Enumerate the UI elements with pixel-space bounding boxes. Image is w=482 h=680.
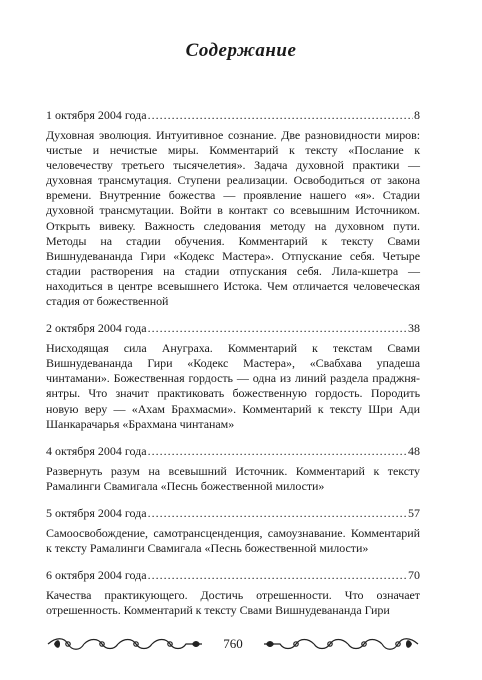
table-of-contents bbox=[46, 108, 420, 630]
toc-entry bbox=[46, 321, 420, 432]
toc-entry-date: 5 октября 2004 года bbox=[46, 505, 147, 520]
toc-entry-header[interactable] bbox=[46, 108, 420, 123]
dot-leader bbox=[148, 568, 407, 583]
toc-entry-description: Самоосвобождение, самотрансценденция, самоузнавание. Комментарий к тексту Рамалинги Свамигала «Песнь божественной милости» bbox=[46, 525, 420, 555]
toc-entry-description: Духовная эволюция. Интуитивное сознание. Две разновидности миров: чистые и нечистые миры. Комментарий к тексту «Послание к человечеству третьего тысячелетия». Задача духовной практики — духовная трансмутация. Ступени реализации. Освободиться от закона времени. Внутренние божества — проявление нашего «я». Стадии духовной трансмутации. Войти в контакт со всевышним Источником. Открыть вивеку. Важность следования методу на духовном пути. Методы на стадии обучения. Комментарий к тексту Свами Вишнудевананда Гири «Кодекс Мастера». Отпускание себя. Четыре стадии растворения на стадии отпускания себя. Лила-кшетра — находиться в центре всевышнего Истока. Чем отличается человеческая стадия от божественной bbox=[46, 128, 420, 309]
toc-entry-description: Качества практикующего. Достичь отрешенности. Что означает отрешенность. Комментарий к тексту Свами Вишнудевананда Гири bbox=[46, 588, 420, 618]
toc-entry-header[interactable] bbox=[46, 506, 420, 521]
toc-entry-description: Развернуть разум на всевышний Источник. Комментарий к тексту Рамалинги Свамигала «Песнь божественной милости» bbox=[46, 463, 420, 493]
toc-entry-page: 70 bbox=[408, 568, 420, 583]
dot-leader bbox=[148, 321, 407, 336]
page-number: 760 bbox=[223, 636, 243, 651]
toc-entry-date: 1 октября 2004 года bbox=[46, 108, 147, 122]
toc-entry-date: 2 октября 2004 года bbox=[46, 321, 147, 336]
right-ornament-icon bbox=[260, 635, 420, 653]
toc-entry bbox=[46, 568, 420, 618]
toc-entry-description: Нисходящая сила Ануграха. Комментарий к текстам Свами Вишнудевананда Гири «Кодекс Мастера», «Свабхава упадеша чинтамани». Божественная гордость — одна из линий раздела праджня-янтры. Что значит практиковать божественную гордость. Породить новую веру — «Ахам Брахмасми». Комментарий к тексту Шри Ади Шанкарачарья «Брахмана чинтанам» bbox=[46, 341, 420, 431]
toc-entry-header[interactable] bbox=[46, 568, 420, 583]
toc-entry bbox=[46, 108, 420, 309]
toc-entry-page: 57 bbox=[408, 505, 420, 520]
toc-entry bbox=[46, 444, 420, 494]
toc-entry-header[interactable] bbox=[46, 321, 420, 336]
page-title: Содержание bbox=[185, 40, 297, 61]
left-ornament-icon bbox=[46, 635, 206, 653]
toc-entry-date: 4 октября 2004 года bbox=[46, 443, 147, 458]
toc-entry-date: 6 октября 2004 года bbox=[46, 568, 147, 583]
toc-entry-page: 38 bbox=[408, 321, 420, 336]
page-footer bbox=[46, 634, 420, 654]
toc-entry bbox=[46, 506, 420, 556]
toc-entry-page: 8 bbox=[414, 108, 420, 122]
toc-entry-page: 48 bbox=[408, 443, 420, 458]
dot-leader bbox=[148, 506, 407, 521]
dot-leader bbox=[148, 444, 407, 459]
toc-entry-header[interactable] bbox=[46, 444, 420, 459]
dot-leader bbox=[148, 108, 413, 123]
